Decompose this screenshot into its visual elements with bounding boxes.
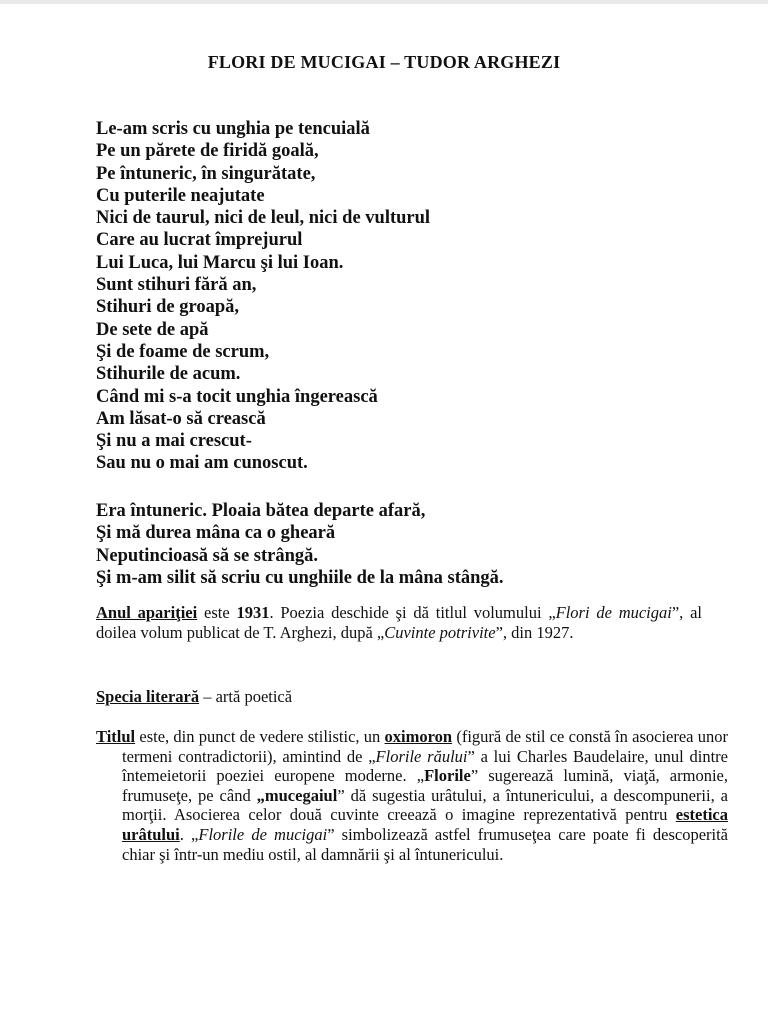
poem-line: Era întuneric. Ploaia bătea departe afară,	[96, 501, 426, 521]
volume-title-italic: Florile de mucigai	[198, 824, 328, 844]
text-run: ”, din 1927.	[495, 622, 574, 642]
poem-line: Am lăsat-o să crească	[96, 408, 266, 429]
publication-year-paragraph	[96, 603, 702, 642]
text-run: este, din punct de vedere stilistic, un	[135, 727, 385, 746]
top-rule	[0, 0, 768, 4]
poem-line: Şi nu a mai crescut-	[96, 431, 252, 452]
aesthetics-term: estetica urâtului	[122, 805, 728, 844]
poem-line: Când mi s-a tocit unghia îngerească	[96, 386, 378, 407]
poem-line: Pe întuneric, în singurătate,	[96, 163, 316, 184]
literary-species-value: artă poetică	[215, 687, 293, 706]
publication-year-value: 1931	[236, 603, 270, 622]
oximoron-term: oximoron	[384, 727, 453, 746]
poem-line: Nici de taurul, nici de leul, nici de vulturul	[96, 208, 431, 229]
poem-line: Şi mă durea mâna ca o gheară	[96, 523, 336, 544]
publication-year-label: Anul apariţiei	[96, 603, 198, 622]
poem-line: Stihuri de groapă,	[96, 297, 240, 318]
poem-line: Neputincioasă să se strângă.	[96, 545, 319, 566]
previous-volume-title: Cuvinte potrivite	[384, 622, 496, 642]
poem-stanza-2	[96, 500, 504, 589]
literary-species-label: Specia literară	[96, 687, 200, 706]
title-analysis-paragraph	[96, 727, 728, 864]
literary-species-paragraph	[96, 687, 702, 707]
text-run: ” a lui Charles Baudelaire, unul dintre întemeietorii poeziei europene moderne. „	[122, 746, 728, 786]
baudelaire-title: Florile răului	[375, 746, 468, 766]
poem-line: Sau nu o mai am cunoscut.	[96, 453, 308, 474]
poem-line: Care au lucrat împrejurul	[96, 230, 303, 251]
poem-line: Lui Luca, lui Marcu şi lui Ioan.	[96, 252, 344, 273]
florile-term: Florile	[424, 766, 471, 786]
poem-line: De sete de apă	[96, 319, 209, 340]
text-run: . Poezia deschide şi dă titlul volumului „	[269, 603, 556, 622]
poem-line: Cu puterile neajutate	[96, 185, 265, 206]
text-run: . „	[179, 824, 199, 844]
text-run: ” dă sugestia urâtului, a întunericului, a descompunerii, a morţii. Asocierea celor două cuvinte creează o imagine reprezentativă pentru	[122, 785, 728, 825]
text-run: este	[197, 603, 237, 622]
text-run: ”, al doilea volum publicat de T. Arghezi, după „	[96, 603, 702, 642]
poem-line: Pe un părete de firidă goală,	[96, 141, 319, 162]
poem-line: Stihurile de acum.	[96, 364, 241, 385]
text-run: ” simbolizează astfel frumuseţea care poate fi descoperită chiar şi într-un mediu ostil, al damnării şi al întunericului.	[122, 824, 729, 864]
mucegaiul-term: „mucegaiul	[256, 785, 338, 805]
poem-line: Şi m-am silit să scriu cu unghiile de la mâna stângă.	[96, 567, 504, 588]
page-title: FLORI DE MUCIGAI – TUDOR ARGHEZI	[207, 52, 561, 72]
poem-line: Le-am scris cu unghia pe tencuială	[96, 119, 370, 139]
text-run: ” sugerează lumină, viaţă, armonie, frumuseţe, pe când	[122, 766, 728, 805]
title-analysis-label: Titlul	[96, 727, 136, 746]
text-run: (figură de stil ce constă în asocierea unor termeni contradictorii), amintind de „	[122, 727, 729, 766]
poem-line: Şi de foame de scrum,	[96, 341, 270, 362]
poem-stanza-1	[96, 118, 430, 475]
volume-title: Flori de mucigai	[555, 603, 672, 622]
poem-line: Sunt stihuri fără an,	[96, 275, 257, 296]
text-run: –	[199, 687, 216, 706]
